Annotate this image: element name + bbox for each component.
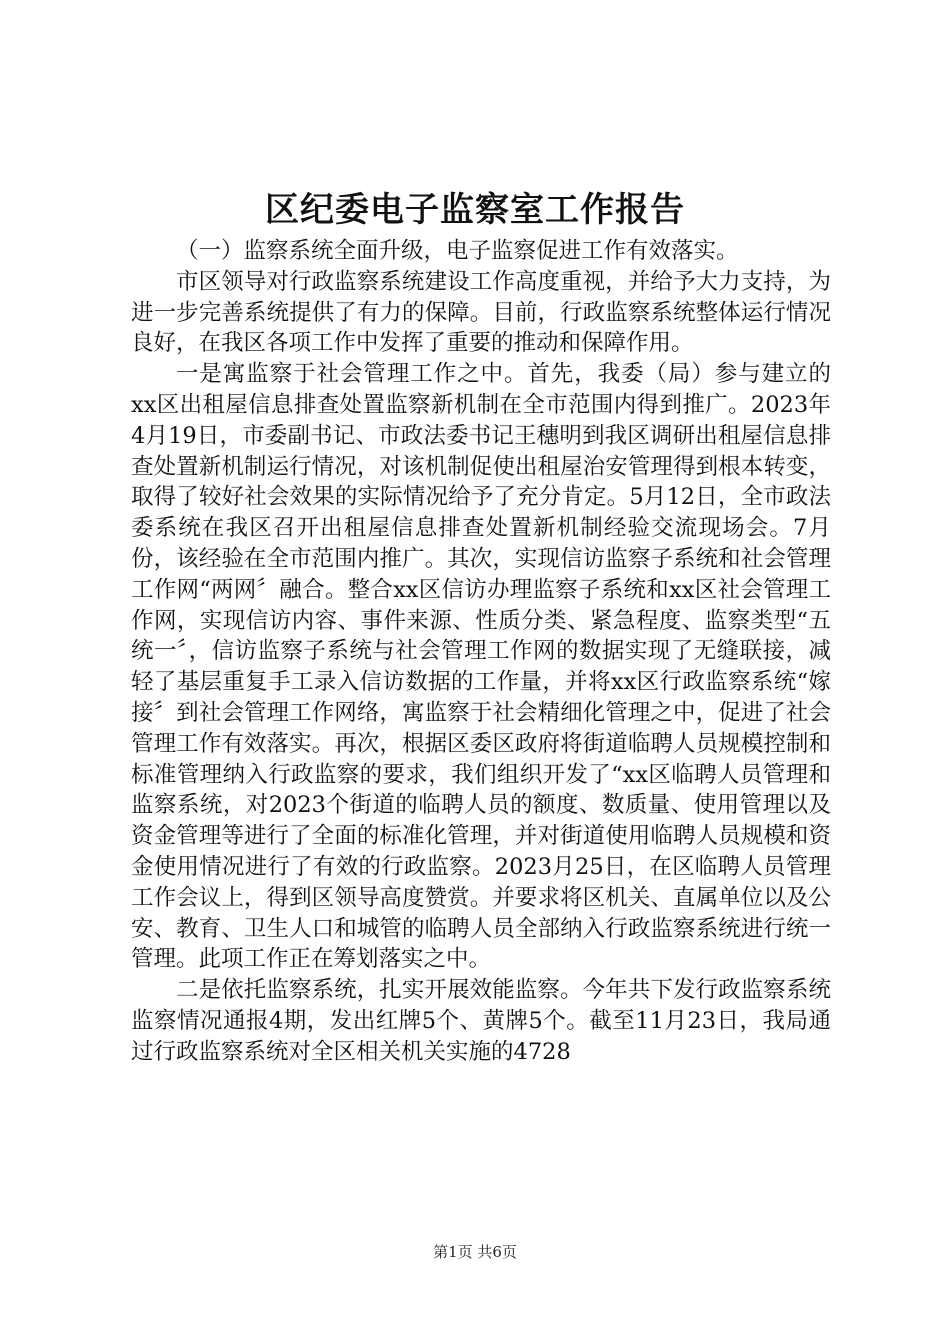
paragraph-efficiency-supervision: 二是依托监察系统，扎实开展效能监察。今年共下发行政监察系统监察情况通报4期，发出红牌5个、黄牌5个。截至11月23日，我局通过行政监察系统对全区相关机关实施的4728 — [131, 977, 831, 1065]
paragraph-intro: 市区领导对行政监察系统建设工作高度重视，并给予大力支持，为进一步完善系统提供了有力的保障。目前，行政监察系统整体运行情况良好，在我区各项工作中发挥了重要的推动和保障作用。 — [131, 268, 831, 357]
page-footer: 第1页 共6页 — [433, 1243, 517, 1261]
document-title: 区纪委电子监察室工作报告 — [265, 190, 685, 230]
paragraph-social-management: 一是寓监察于社会管理工作之中。首先，我委（局）参与建立的xx区出租屋信息排查处置监察新机制在全市范围内得到推广。2023年4月19日，市委副书记、市政法委书记王穗明到我区调研出租屋信息排查处置新机制运行情况，对该机制促使出租屋治安管理得到根本转变，取得了较好社会效果的实际情况给予了充分肯定。5月12日，全市政法委系统在我区召开出租屋信息排查处置新机制经验交流现场会。7月份，该经验在全市范围内推广。其次，实现信访监察子系统和社会管理工作网“两网〞融合。整合xx区信访办理监察子系统和xx区社会管理工作网，实现信访内容、事件来源、性质分类、紧急程度、监察类型“五统一〞，信访监察子系统与社会管理工作网的数据实现了无缝联接，减轻了基层重复手工录入信访数据的工作量，并将xx区行政监察系统“嫁接〞到社会管理工作网络，寓监察于社会精细化管理之中，促进了社会管理工作有效落实。再次，根据区委区政府将街道临聘人员规模控制和标准管理纳入行政监察的要求，我们组织开发了“xx区临聘人员管理和监察系统，对2023个街道的临聘人员的额度、数质量、使用管理以及资金管理等进行了全面的标准化管理，并对街道使用临聘人员规模和资金使用情况进行了有效的行政监察。2023月25日，在区临聘人员管理工作会议上，得到区领导高度赞赏。并要求将区机关、直属单位以及公安、教育、卫生人口和城管的临聘人员全部纳入行政监察系统进行统一管理。此项工作正在筹划落实之中。 — [131, 361, 831, 973]
document-body — [131, 236, 831, 1068]
paragraph-section-heading: （一）监察系统全面升级，电子监察促进工作有效落实。 — [176, 238, 739, 264]
